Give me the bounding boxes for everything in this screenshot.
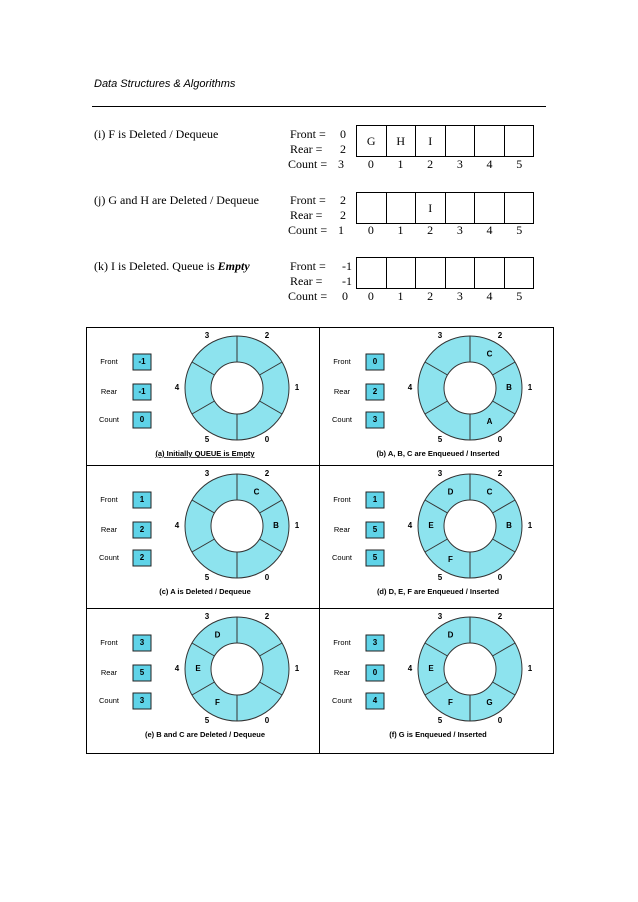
slot-value: E	[428, 521, 434, 531]
rear-value: 2	[372, 387, 378, 397]
queue-array-j	[356, 192, 534, 224]
ring-hole	[444, 500, 496, 552]
row-k-label-text: (k) I is Deleted. Queue is	[94, 259, 218, 273]
count-value: 3	[139, 696, 145, 706]
array-cell	[387, 258, 417, 288]
slot-value: D	[214, 630, 221, 640]
slot-index: 5	[204, 435, 210, 445]
panel-d	[320, 466, 552, 606]
index-label: 2	[427, 223, 434, 237]
slot-value: E	[428, 664, 434, 674]
index-label: 0	[367, 157, 374, 171]
front-label: Front =	[290, 127, 326, 141]
slot-index: 3	[437, 612, 443, 622]
array-cell	[357, 193, 387, 223]
panel-e	[87, 609, 319, 749]
rear-value: 0	[372, 668, 378, 678]
count-label: Count	[331, 695, 353, 705]
page-header: Data Structures & Algorithms	[94, 78, 236, 90]
rear-value: 2	[139, 525, 145, 535]
slot-index: 2	[497, 331, 503, 341]
slot-index: 1	[527, 521, 533, 531]
array-cell	[475, 126, 505, 156]
count-value: 3	[338, 157, 344, 171]
panel-caption: (e) B and C are Deleted / Dequeue	[144, 729, 266, 739]
slot-index: 2	[497, 469, 503, 479]
slot-value: G	[486, 697, 493, 707]
rear-value: 5	[139, 668, 145, 678]
index-label: 1	[397, 157, 404, 171]
slot-index: 5	[204, 716, 210, 726]
slot-index: 0	[497, 573, 503, 583]
panel-caption: (a) Initially QUEUE is Empty	[155, 448, 255, 458]
front-value: 1	[372, 495, 378, 505]
panel-caption: (d) D, E, F are Enqueued / Inserted	[376, 586, 500, 596]
array-indices-j	[356, 223, 534, 238]
front-value: -1	[342, 259, 352, 273]
slot-index: 0	[264, 716, 270, 726]
rear-label: Rear	[333, 667, 351, 677]
index-label: 0	[367, 289, 374, 303]
panel-a	[87, 328, 319, 468]
slot-index: 4	[407, 521, 413, 531]
count-value: 4	[372, 696, 378, 706]
front-label: Front	[333, 356, 351, 366]
array-cell	[505, 193, 534, 223]
rear-label: Rear =	[290, 208, 323, 222]
rear-label: Rear	[333, 386, 351, 396]
slot-index: 4	[174, 383, 180, 393]
slot-index: 5	[204, 573, 210, 583]
slot-index: 3	[437, 469, 443, 479]
count-value: 3	[372, 415, 378, 425]
panel-b	[320, 328, 552, 468]
slot-index: 4	[407, 664, 413, 674]
slot-index: 3	[437, 331, 443, 341]
front-value: 0	[340, 127, 346, 141]
array-cell	[475, 258, 505, 288]
count-label: Count =	[288, 223, 328, 237]
array-cell	[446, 126, 476, 156]
row-k-label	[94, 259, 250, 274]
count-value: 2	[139, 553, 145, 563]
front-value: -1	[138, 357, 146, 367]
circular-queue-diagrams	[86, 327, 554, 754]
count-value: 1	[338, 223, 344, 237]
ring-hole	[211, 362, 263, 414]
index-label: 0	[367, 223, 374, 237]
front-value: 3	[372, 638, 378, 648]
slot-value: C	[486, 349, 493, 359]
rear-value: 2	[340, 142, 346, 156]
array-cell: I	[416, 126, 446, 156]
slot-index: 5	[437, 435, 443, 445]
array-cell	[505, 258, 534, 288]
array-cell	[387, 193, 417, 223]
array-cell	[446, 193, 476, 223]
array-cell	[416, 258, 446, 288]
queue-array-i	[356, 125, 534, 157]
panel-f	[320, 609, 552, 749]
array-cell	[446, 258, 476, 288]
index-label: 5	[516, 157, 523, 171]
ring-hole	[444, 643, 496, 695]
slot-index: 4	[174, 521, 180, 531]
front-label: Front	[100, 494, 118, 504]
rear-value: -1	[138, 387, 146, 397]
front-label: Front	[333, 637, 351, 647]
index-label: 4	[486, 223, 493, 237]
rear-value: 2	[340, 208, 346, 222]
index-label: 4	[486, 289, 493, 303]
front-value: 2	[340, 193, 346, 207]
slot-index: 2	[264, 469, 270, 479]
count-value: 0	[342, 289, 348, 303]
slot-index: 0	[497, 435, 503, 445]
index-label: 1	[397, 223, 404, 237]
count-value: 5	[372, 553, 378, 563]
count-label: Count	[331, 552, 353, 562]
slot-index: 0	[497, 716, 503, 726]
count-value: 0	[139, 415, 145, 425]
count-label: Count	[98, 695, 120, 705]
slot-index: 0	[264, 573, 270, 583]
slot-index: 3	[204, 331, 210, 341]
slot-index: 2	[264, 331, 270, 341]
slot-value: F	[448, 554, 453, 564]
slot-index: 1	[294, 521, 300, 531]
rear-label: Rear	[100, 386, 118, 396]
index-label: 2	[427, 157, 434, 171]
slot-value: F	[448, 697, 453, 707]
ring-hole	[211, 643, 263, 695]
slot-index: 3	[204, 612, 210, 622]
ring-hole	[211, 500, 263, 552]
array-cell: H	[387, 126, 417, 156]
count-label: Count	[331, 414, 353, 424]
front-label: Front	[100, 356, 118, 366]
slot-value: C	[486, 487, 493, 497]
row-i-label: (i) F is Deleted / Dequeue	[94, 127, 219, 141]
array-cell	[357, 258, 387, 288]
slot-value: E	[195, 664, 201, 674]
slot-index: 1	[294, 664, 300, 674]
index-label: 4	[486, 157, 493, 171]
rear-value: 5	[372, 525, 378, 535]
slot-index: 4	[174, 664, 180, 674]
panel-caption: (b) A, B, C are Enqueued / Inserted	[376, 448, 500, 458]
front-label: Front =	[290, 259, 326, 273]
rear-label: Rear	[100, 524, 118, 534]
panel-caption: (f) G is Enqueued / Inserted	[389, 729, 487, 739]
front-value: 1	[139, 495, 145, 505]
array-cell	[505, 126, 534, 156]
front-label: Front	[333, 494, 351, 504]
row-j-label: (j) G and H are Deleted / Dequeue	[94, 193, 259, 207]
rear-label: Rear	[100, 667, 118, 677]
queue-array-k	[356, 257, 534, 289]
front-label: Front	[100, 637, 118, 647]
array-indices-i	[356, 157, 534, 172]
index-label: 3	[456, 289, 463, 303]
count-label: Count =	[288, 157, 328, 171]
slot-index: 1	[527, 664, 533, 674]
index-label: 3	[456, 223, 463, 237]
rear-label: Rear	[333, 524, 351, 534]
slot-value: B	[273, 521, 279, 531]
slot-index: 5	[437, 573, 443, 583]
panel-caption: (c) A is Deleted / Dequeue	[159, 586, 251, 596]
index-label: 2	[427, 289, 434, 303]
index-label: 5	[516, 223, 523, 237]
slot-index: 1	[294, 383, 300, 393]
front-value: 0	[372, 357, 378, 367]
ring-hole	[444, 362, 496, 414]
rear-label: Rear =	[290, 142, 323, 156]
front-value: 3	[139, 638, 145, 648]
slot-value: B	[506, 383, 512, 393]
count-label: Count	[98, 552, 120, 562]
slot-index: 5	[437, 716, 443, 726]
slot-index: 2	[264, 612, 270, 622]
rear-value: -1	[342, 274, 352, 288]
slot-index: 4	[407, 383, 413, 393]
slot-index: 1	[527, 383, 533, 393]
slot-value: D	[447, 487, 454, 497]
index-label: 1	[397, 289, 404, 303]
array-cell: I	[416, 193, 446, 223]
slot-index: 0	[264, 435, 270, 445]
row-k-label-emph: Empty	[217, 259, 250, 273]
rear-label: Rear =	[290, 274, 323, 288]
slot-value: A	[486, 416, 493, 426]
count-label: Count	[98, 414, 120, 424]
array-cell: G	[357, 126, 387, 156]
front-label: Front =	[290, 193, 326, 207]
index-label: 3	[456, 157, 463, 171]
slot-value: C	[253, 487, 260, 497]
slot-value: B	[506, 521, 512, 531]
header-rule	[92, 106, 546, 107]
slot-value: F	[215, 697, 220, 707]
index-label: 5	[516, 289, 523, 303]
count-label: Count =	[288, 289, 328, 303]
slot-value: D	[447, 630, 454, 640]
slot-index: 3	[204, 469, 210, 479]
panel-c	[87, 466, 319, 606]
array-cell	[475, 193, 505, 223]
slot-index: 2	[497, 612, 503, 622]
array-indices-k	[356, 289, 534, 304]
